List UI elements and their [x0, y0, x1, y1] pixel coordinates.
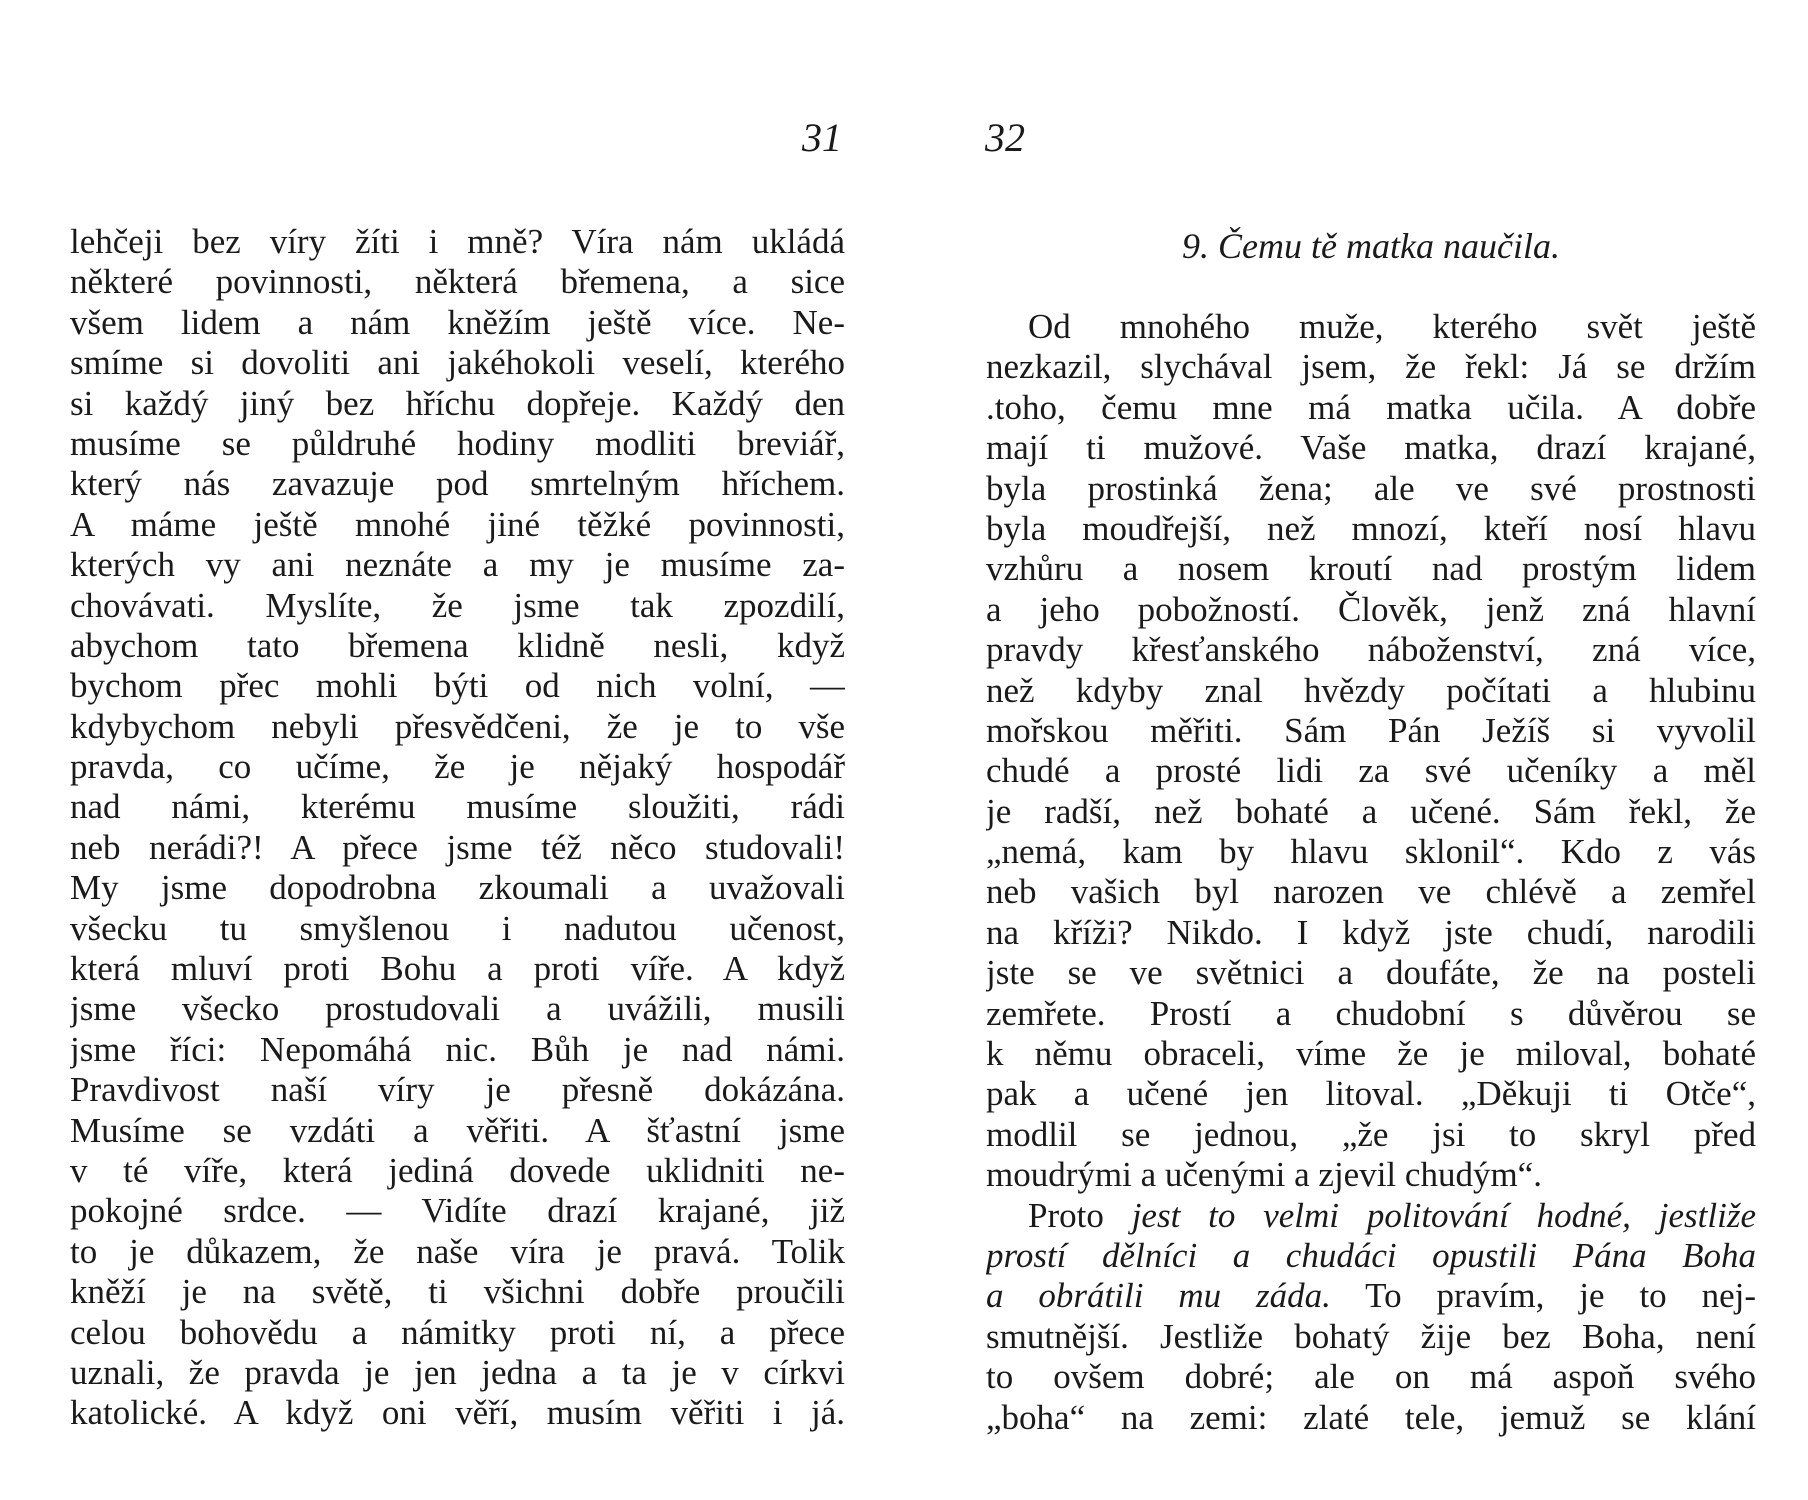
- text-line: pravdy křesťanského náboženství, zná více,: [986, 630, 1756, 670]
- text-line: My jsme dopodrobna zkoumali a uvažovali: [70, 868, 845, 908]
- text-line: si každý jiný bez hříchu dopřeje. Každý den: [70, 383, 845, 423]
- text-line: kterých vy ani neznáte a my je musíme za-: [70, 545, 845, 585]
- text-line: k němu obraceli, víme že je miloval, bohaté: [986, 1034, 1756, 1074]
- text-line: všem lidem a nám kněžím ještě více. Ne-: [70, 302, 845, 342]
- text-line: modlil se jednou, „že jsi to skryl před: [986, 1114, 1756, 1154]
- text-line: byla prostinká žena; ale ve své prostnosti: [986, 468, 1756, 508]
- text-line: Pravdivost naší víry je přesně dokázána.: [70, 1070, 845, 1110]
- text-line: Musíme se vzdáti a věřiti. A šťastní jsme: [70, 1110, 845, 1150]
- text-line: mají ti mužové. Vaše matka, drazí krajané,: [986, 428, 1756, 468]
- text-line: zemřete. Prostí a chudobní s důvěrou se: [986, 993, 1756, 1033]
- text-line: byla moudřejší, než mnozí, kteří nosí hlavu: [986, 508, 1756, 548]
- text-line: neb nerádi?! A přece jsme též něco studovali!: [70, 827, 845, 867]
- text-line: jsme všecko prostudovali a uvážili, musili: [70, 989, 845, 1029]
- text-line: pak a učené jen litoval. „Děkuji ti Otče“,: [986, 1074, 1756, 1114]
- text-line: neb vašich byl narozen ve chlévě a zemřel: [986, 872, 1756, 912]
- page-number-right: 32: [985, 115, 1025, 160]
- text-line: „boha“ na zemi: zlaté tele, jemuž se klání: [986, 1397, 1756, 1437]
- text-line: moudrými a učenými a zjevil chudým“.: [986, 1155, 1542, 1195]
- text-line: smutnější. Jestliže bohatý žije bez Boha, není: [986, 1316, 1756, 1356]
- text-line: nezkazil, slychával jsem, že řekl: Já se držím: [986, 347, 1756, 387]
- text-line: Od mnohého muže, kterého svět ještě: [1028, 307, 1756, 346]
- page-number-left: 31: [802, 115, 842, 160]
- text-run: Proto: [1028, 1195, 1132, 1235]
- text-line: kněží je na světě, ti všichni dobře proučili: [70, 1272, 845, 1312]
- text-line: jste se ve světnici a doufáte, že na posteli: [986, 953, 1756, 993]
- text-line: jsme říci: Nepomáhá nic. Bůh je nad námi.: [70, 1029, 845, 1069]
- emphasis-text: jest to velmi politování hodné, jestliže: [1131, 1195, 1756, 1235]
- text-line: nad námi, kterému musíme sloužiti, rádi: [70, 787, 845, 827]
- text-line: pokojné srdce. — Vidíte drazí krajané, již: [70, 1191, 845, 1231]
- text-line: [986, 1196, 1756, 1236]
- text-line: než kdyby znal hvězdy počítati a hlubinu: [986, 670, 1756, 710]
- text-line: v té víře, která jediná dovede uklidniti ne-: [70, 1150, 845, 1190]
- text-line: musíme se půldruhé hodiny modliti breviář,: [70, 423, 845, 463]
- text-line: pravda, co učíme, že je nějaký hospodář: [70, 747, 845, 787]
- right-page-text: [986, 222, 1756, 1438]
- chapter-heading: 9. Čemu tě matka naučila.: [1182, 226, 1560, 266]
- text-line: [986, 1276, 1756, 1316]
- text-line: vzhůru a nosem kroutí nad prostým lidem: [986, 549, 1756, 589]
- text-line: A máme ještě mnohé jiné těžké povinnosti,: [70, 504, 845, 544]
- text-line: mořskou měřiti. Sám Pán Ježíš si vyvolil: [986, 710, 1756, 750]
- text-line: to ovšem dobré; ale on má aspoň svého: [986, 1357, 1756, 1397]
- text-line: na kříži? Nikdo. I když jste chudí, narodili: [986, 912, 1756, 952]
- text-line: některé povinnosti, některá břemena, a sice: [70, 262, 845, 302]
- text-line: .toho, čemu mne má matka učila. A dobře: [986, 387, 1756, 427]
- text-line: a jeho pobožností. Člověk, jenž zná hlavní: [986, 589, 1756, 629]
- heading-spacer: [986, 266, 1756, 307]
- text-line: je radší, než bohaté a učené. Sám řekl, že: [986, 791, 1756, 831]
- text-line: chudé a prosté lidi za své učeníky a měl: [986, 751, 1756, 791]
- text-line: „nemá, kam by hlavu sklonil“. Kdo z vás: [986, 832, 1756, 872]
- text-line: abychom tato břemena klidně nesli, když: [70, 625, 845, 665]
- text-line: bychom přec mohli býti od nich volní, —: [70, 666, 845, 706]
- text-line: uznali, že pravda je jen jedna a ta je v církvi: [70, 1352, 845, 1392]
- text-line: která mluví proti Bohu a proti víře. A když: [70, 949, 845, 989]
- text-line: všecku tu smyšlenou i nadutou učenost,: [70, 908, 845, 948]
- text-line: celou bohovědu a námitky proti ní, a přece: [70, 1312, 845, 1352]
- text-line: který nás zavazuje pod smrtelným hříchem.: [70, 464, 845, 504]
- text-line: to je důkazem, že naše víra je pravá. Tolik: [70, 1231, 845, 1271]
- emphasis-text: a obrátili mu záda.: [986, 1276, 1331, 1316]
- text-line: kdybychom nebyli přesvědčeni, že je to vše: [70, 706, 845, 746]
- emphasis-text: prostí dělníci a chudáci opustili Pána Boha: [986, 1235, 1756, 1275]
- text-line: katolické. A když oni věří, musím věřiti i já.: [70, 1393, 845, 1433]
- text-line: lehčeji bez víry žíti i mně? Víra nám ukládá: [70, 222, 845, 261]
- text-run: To pravím, je to nej-: [1330, 1276, 1756, 1316]
- text-line: chovávati. Myslíte, že jsme tak zpozdilí,: [70, 585, 845, 625]
- left-page-text: [70, 222, 845, 1434]
- text-line: smíme si dovoliti ani jakéhokoli veselí, kterého: [70, 343, 845, 383]
